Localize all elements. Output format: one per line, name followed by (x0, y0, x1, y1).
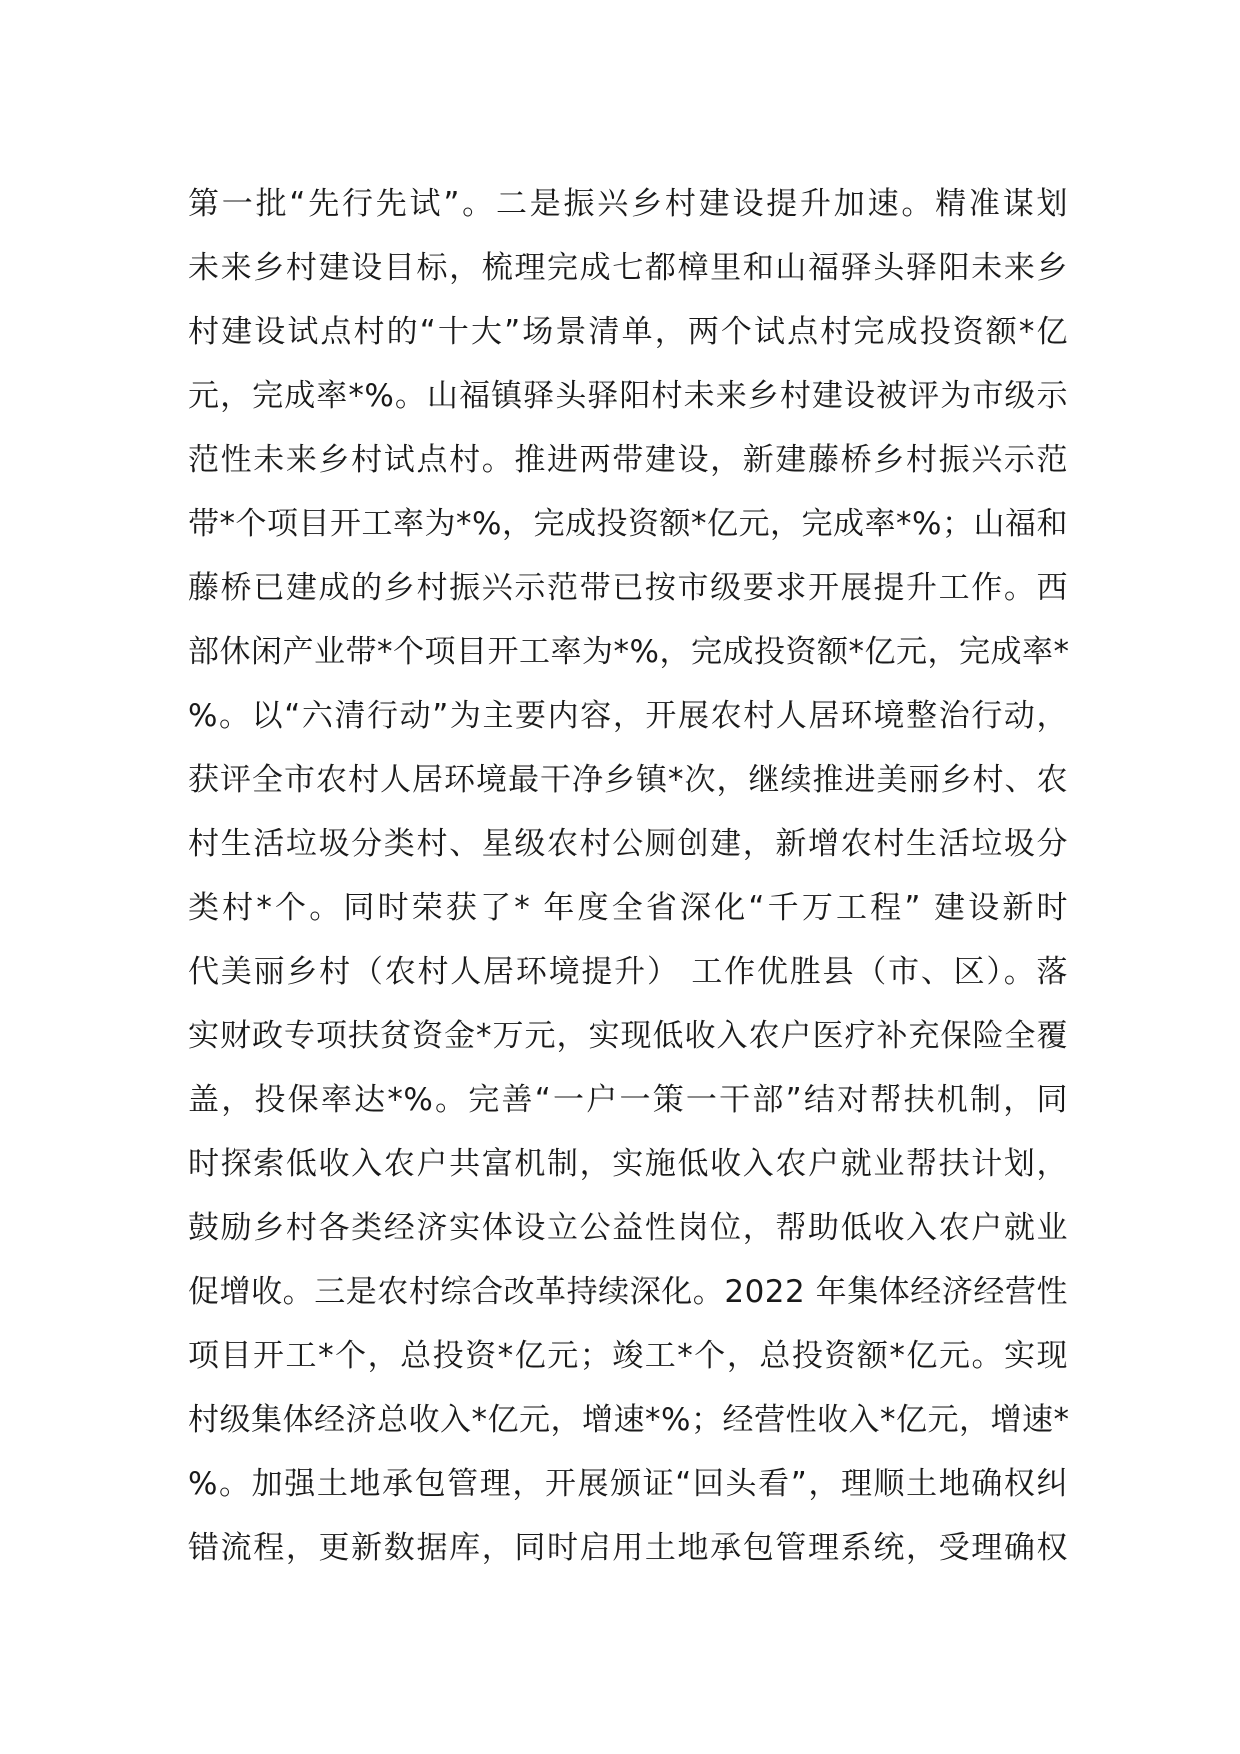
text-line: 部休闲产业带*个项目开工率为*%，完成投资额*亿元，完成率* (188, 634, 1070, 670)
text-line: 未来乡村建设目标，梳理完成七都樟里和山福驿头驿阳未来乡 (188, 250, 1068, 286)
text-line: %。加强土地承包管理，开展颁证“回头看”，理顺土地确权纠 (188, 1466, 1068, 1502)
text-line: 错流程，更新数据库，同时启用土地承包管理系统，受理确权 (188, 1530, 1068, 1566)
text-line: 第一批“先行先试”。二是振兴乡村建设提升加速。精准谋划 (188, 186, 1068, 222)
text-line: 藤桥已建成的乡村振兴示范带已按市级要求开展提升工作。西 (188, 570, 1068, 606)
text-line: 村生活垃圾分类村、星级农村公厕创建，新增农村生活垃圾分 (188, 826, 1068, 862)
text-line: %。以“六清行动”为主要内容，开展农村人居环境整治行动， (188, 698, 1068, 734)
text-line: 时探索低收入农户共富机制，实施低收入农户就业帮扶计划， (188, 1146, 1068, 1182)
text-line: 类村*个。同时荣获了* 年度全省深化“千万工程” 建设新时 (188, 890, 1068, 926)
text-line: 鼓励乡村各类经济实体设立公益性岗位，帮助低收入农户就业 (188, 1210, 1068, 1246)
text-line: 项目开工*个，总投资*亿元；竣工*个，总投资额*亿元。实现 (188, 1338, 1068, 1374)
text-line: 村级集体经济总收入*亿元，增速*%；经营性收入*亿元，增速* (188, 1402, 1070, 1438)
text-line: 范性未来乡村试点村。推进两带建设，新建藤桥乡村振兴示范 (188, 442, 1068, 478)
text-line: 代美丽乡村（农村人居环境提升） 工作优胜县（市、区）。落 (188, 954, 1068, 990)
body-paragraph (188, 172, 1068, 1580)
text-line: 盖，投保率达*%。完善“一户一策一干部”结对帮扶机制，同 (188, 1082, 1068, 1118)
text-line: 实财政专项扶贫资金*万元，实现低收入农户医疗补充保险全覆 (188, 1018, 1068, 1054)
text-line: 带*个项目开工率为*%，完成投资额*亿元，完成率*%；山福和 (188, 506, 1068, 542)
text-line: 促增收。三是农村综合改革持续深化。2022 年集体经济经营性 (188, 1274, 1068, 1310)
text-line: 元，完成率*%。山福镇驿头驿阳村未来乡村建设被评为市级示 (188, 378, 1068, 414)
text-line: 获评全市农村人居环境最干净乡镇*次，继续推进美丽乡村、农 (188, 762, 1068, 798)
text-line: 村建设试点村的“十大”场景清单，两个试点村完成投资额*亿 (188, 314, 1068, 350)
